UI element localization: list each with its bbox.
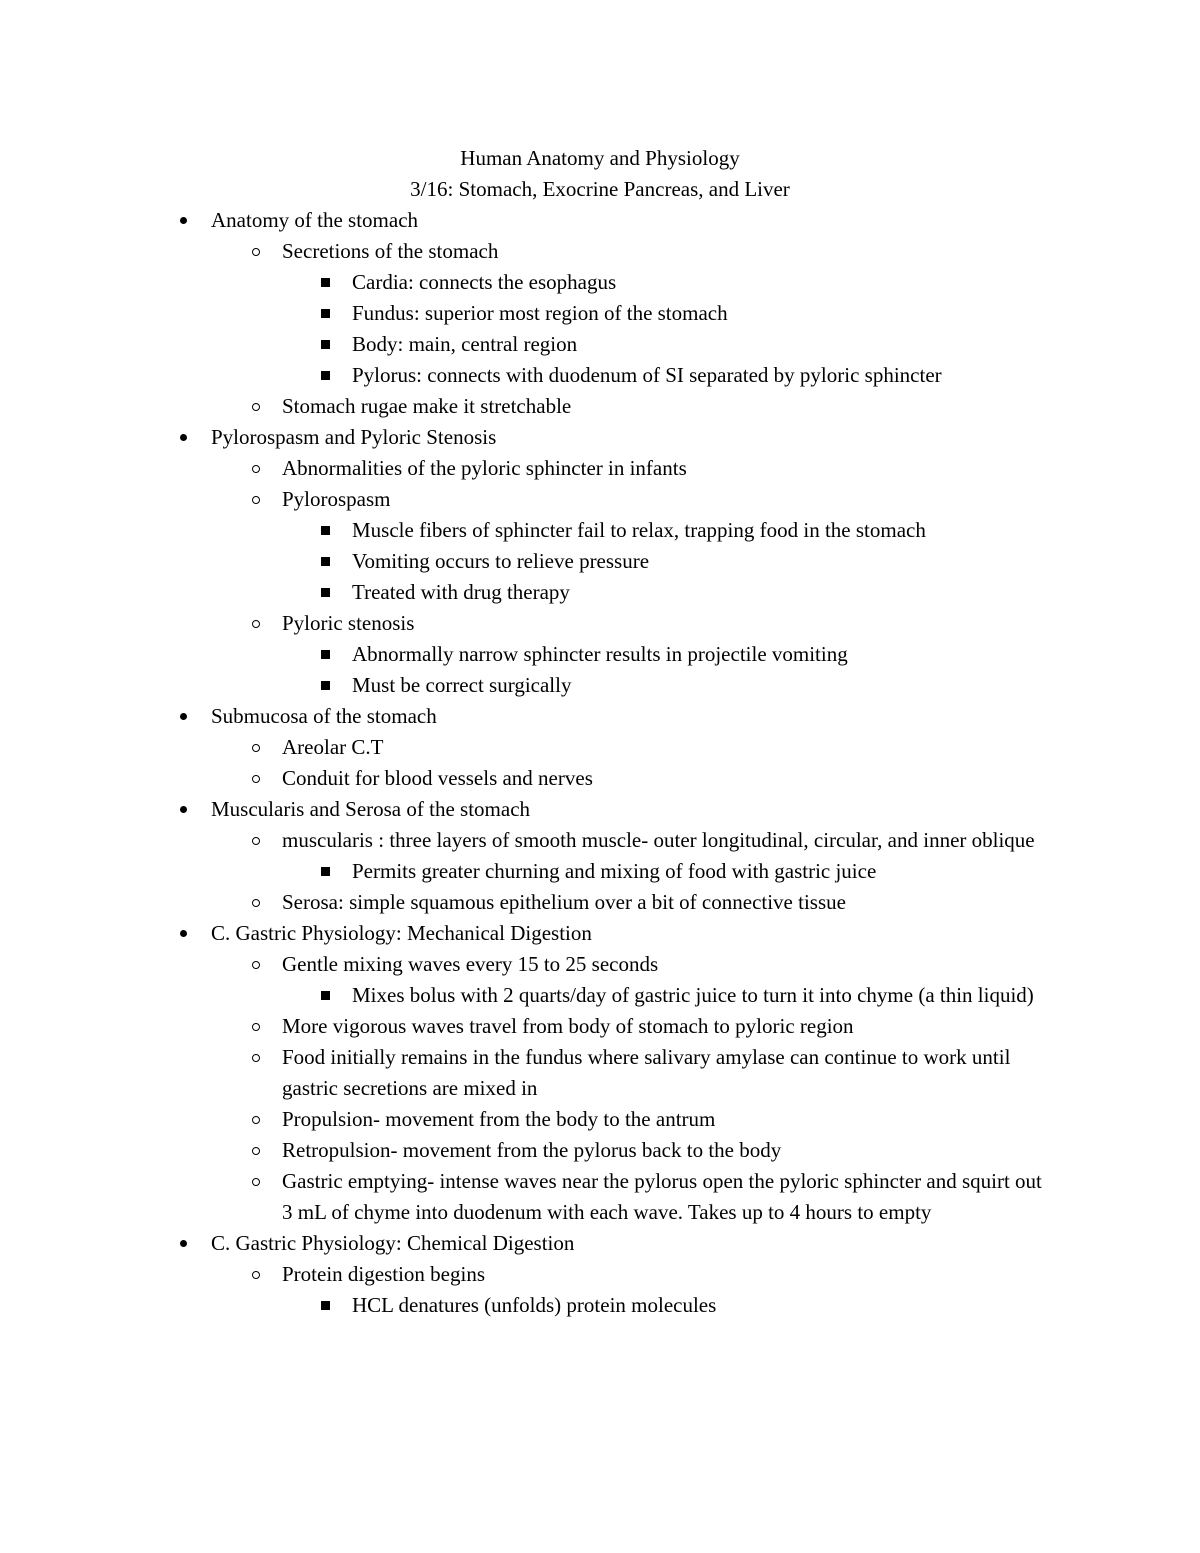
outline-item-text: Permits greater churning and mixing of food with gastric juice bbox=[352, 859, 877, 883]
outline-item-text: Pylorus: connects with duodenum of SI separated by pyloric sphincter bbox=[352, 363, 942, 387]
outline-item-level-1 bbox=[0, 918, 1051, 949]
outline-item-level-3 bbox=[0, 980, 1052, 1011]
outline-item-text: C. Gastric Physiology: Chemical Digestion bbox=[211, 1231, 575, 1255]
outline-item-level-2 bbox=[0, 608, 1052, 639]
outline-item-level-1 bbox=[0, 701, 1051, 732]
bullet-circle-icon bbox=[249, 763, 263, 794]
document-subtitle: 3/16: Stomach, Exocrine Pancreas, and Liver bbox=[410, 177, 790, 201]
outline-item-level-2 bbox=[0, 391, 1052, 422]
bullet-circle-icon bbox=[249, 1011, 263, 1042]
outline-item-text: Mixes bolus with 2 quarts/day of gastric juice to turn it into chyme (a thin liquid) bbox=[352, 983, 1034, 1007]
notes-outline bbox=[0, 205, 1200, 1321]
outline-item-level-2 bbox=[0, 484, 1052, 515]
outline-item-level-3 bbox=[0, 639, 1052, 670]
outline-item-text: Pylorospasm and Pyloric Stenosis bbox=[211, 425, 497, 449]
outline-item-text: Vomiting occurs to relieve pressure bbox=[352, 549, 650, 573]
document-title: Human Anatomy and Physiology bbox=[460, 146, 740, 170]
outline-item-level-3 bbox=[0, 329, 1052, 360]
outline-item-level-2 bbox=[0, 236, 1052, 267]
bullet-circle-icon bbox=[249, 236, 263, 267]
outline-item-level-2 bbox=[0, 1166, 1052, 1228]
outline-item-level-1 bbox=[0, 1228, 1051, 1259]
bullet-circle-icon bbox=[249, 825, 263, 856]
outline-item-text: Protein digestion begins bbox=[282, 1262, 485, 1286]
outline-item-level-2 bbox=[0, 887, 1052, 918]
outline-item-level-2 bbox=[0, 763, 1052, 794]
bullet-circle-icon bbox=[249, 887, 263, 918]
bullet-circle-icon bbox=[249, 1259, 263, 1290]
bullet-square-icon bbox=[318, 329, 332, 360]
bullet-circle-icon bbox=[249, 1166, 263, 1197]
bullet-square-icon bbox=[318, 298, 332, 329]
outline-item-text: Serosa: simple squamous epithelium over a bit of connective tissue bbox=[282, 890, 846, 914]
outline-item-text: Anatomy of the stomach bbox=[211, 208, 419, 232]
outline-item-text: Secretions of the stomach bbox=[282, 239, 499, 263]
outline-item-text: C. Gastric Physiology: Mechanical Digestion bbox=[211, 921, 592, 945]
bullet-circle-icon bbox=[249, 1042, 263, 1073]
bullet-square-icon bbox=[318, 639, 332, 670]
outline-item-text: Treated with drug therapy bbox=[352, 580, 570, 604]
outline-item-text: Cardia: connects the esophagus bbox=[352, 270, 617, 294]
outline-item-text: More vigorous waves travel from body of stomach to pyloric region bbox=[282, 1014, 854, 1038]
outline-item-level-3 bbox=[0, 298, 1052, 329]
bullet-circle-icon bbox=[249, 453, 263, 484]
bullet-square-icon bbox=[318, 1290, 332, 1321]
outline-item-level-2 bbox=[0, 1259, 1052, 1290]
outline-item-text: Body: main, central region bbox=[352, 332, 578, 356]
outline-item-text: Pylorospasm bbox=[282, 487, 391, 511]
bullet-square-icon bbox=[318, 515, 332, 546]
bullet-circle-icon bbox=[249, 1104, 263, 1135]
outline-item-text: Gastric emptying- intense waves near the pylorus open the pyloric sphincter and squirt out 3 mL of chyme into duodenum with each wave. Takes up to 4 hours to empty bbox=[282, 1169, 1042, 1224]
bullet-circle-icon bbox=[249, 732, 263, 763]
outline-item-level-2 bbox=[0, 453, 1052, 484]
bullet-circle-icon bbox=[249, 949, 263, 980]
outline-item-level-3 bbox=[0, 1290, 1052, 1321]
bullet-disc-icon bbox=[176, 205, 190, 236]
bullet-disc-icon bbox=[176, 1228, 190, 1259]
outline-item-level-3 bbox=[0, 670, 1052, 701]
outline-item-text: HCL denatures (unfolds) protein molecules bbox=[352, 1293, 717, 1317]
outline-item-text: Retropulsion- movement from the pylorus back to the body bbox=[282, 1138, 782, 1162]
outline-item-level-2 bbox=[0, 1104, 1052, 1135]
bullet-circle-icon bbox=[249, 1135, 263, 1166]
bullet-disc-icon bbox=[176, 794, 190, 825]
outline-item-level-2 bbox=[0, 1135, 1052, 1166]
outline-item-level-2 bbox=[0, 1011, 1052, 1042]
outline-item-level-1 bbox=[0, 205, 1051, 236]
outline-item-level-3 bbox=[0, 360, 1052, 391]
outline-item-text: Areolar C.T bbox=[282, 735, 384, 759]
outline-item-level-3 bbox=[0, 515, 1052, 546]
bullet-square-icon bbox=[318, 980, 332, 1011]
bullet-circle-icon bbox=[249, 391, 263, 422]
outline-item-text: Abnormally narrow sphincter results in projectile vomiting bbox=[352, 642, 848, 666]
outline-item-level-2 bbox=[0, 825, 1052, 856]
outline-item-text: Pyloric stenosis bbox=[282, 611, 415, 635]
outline-item-text: Stomach rugae make it stretchable bbox=[282, 394, 572, 418]
outline-item-text: muscularis : three layers of smooth muscle- outer longitudinal, circular, and inner oblique bbox=[282, 828, 1035, 852]
outline-item-text: Must be correct surgically bbox=[352, 673, 572, 697]
outline-item-level-3 bbox=[0, 546, 1052, 577]
bullet-circle-icon bbox=[249, 608, 263, 639]
outline-item-text: Submucosa of the stomach bbox=[211, 704, 437, 728]
outline-item-text: Fundus: superior most region of the stomach bbox=[352, 301, 728, 325]
outline-item-level-3 bbox=[0, 577, 1052, 608]
bullet-circle-icon bbox=[249, 484, 263, 515]
outline-item-text: Food initially remains in the fundus where salivary amylase can continue to work until gastric secretions are mixed in bbox=[282, 1045, 1011, 1100]
bullet-square-icon bbox=[318, 267, 332, 298]
bullet-disc-icon bbox=[176, 918, 190, 949]
outline-item-text: Conduit for blood vessels and nerves bbox=[282, 766, 593, 790]
outline-item-text: Muscularis and Serosa of the stomach bbox=[211, 797, 531, 821]
bullet-disc-icon bbox=[176, 422, 190, 453]
outline-item-level-2 bbox=[0, 949, 1052, 980]
outline-item-text: Propulsion- movement from the body to the antrum bbox=[282, 1107, 716, 1131]
outline-item-level-2 bbox=[0, 732, 1052, 763]
bullet-square-icon bbox=[318, 360, 332, 391]
bullet-square-icon bbox=[318, 577, 332, 608]
bullet-square-icon bbox=[318, 856, 332, 887]
bullet-square-icon bbox=[318, 670, 332, 701]
bullet-square-icon bbox=[318, 546, 332, 577]
outline-item-level-3 bbox=[0, 856, 1052, 887]
outline-item-level-1 bbox=[0, 422, 1051, 453]
outline-item-level-2 bbox=[0, 1042, 1052, 1104]
outline-item-text: Muscle fibers of sphincter fail to relax, trapping food in the stomach bbox=[352, 518, 926, 542]
outline-item-level-3 bbox=[0, 267, 1052, 298]
outline-item-level-1 bbox=[0, 794, 1051, 825]
outline-item-text: Gentle mixing waves every 15 to 25 seconds bbox=[282, 952, 659, 976]
document-page bbox=[0, 143, 1200, 1321]
bullet-disc-icon bbox=[176, 701, 190, 732]
outline-item-text: Abnormalities of the pyloric sphincter in infants bbox=[282, 456, 687, 480]
